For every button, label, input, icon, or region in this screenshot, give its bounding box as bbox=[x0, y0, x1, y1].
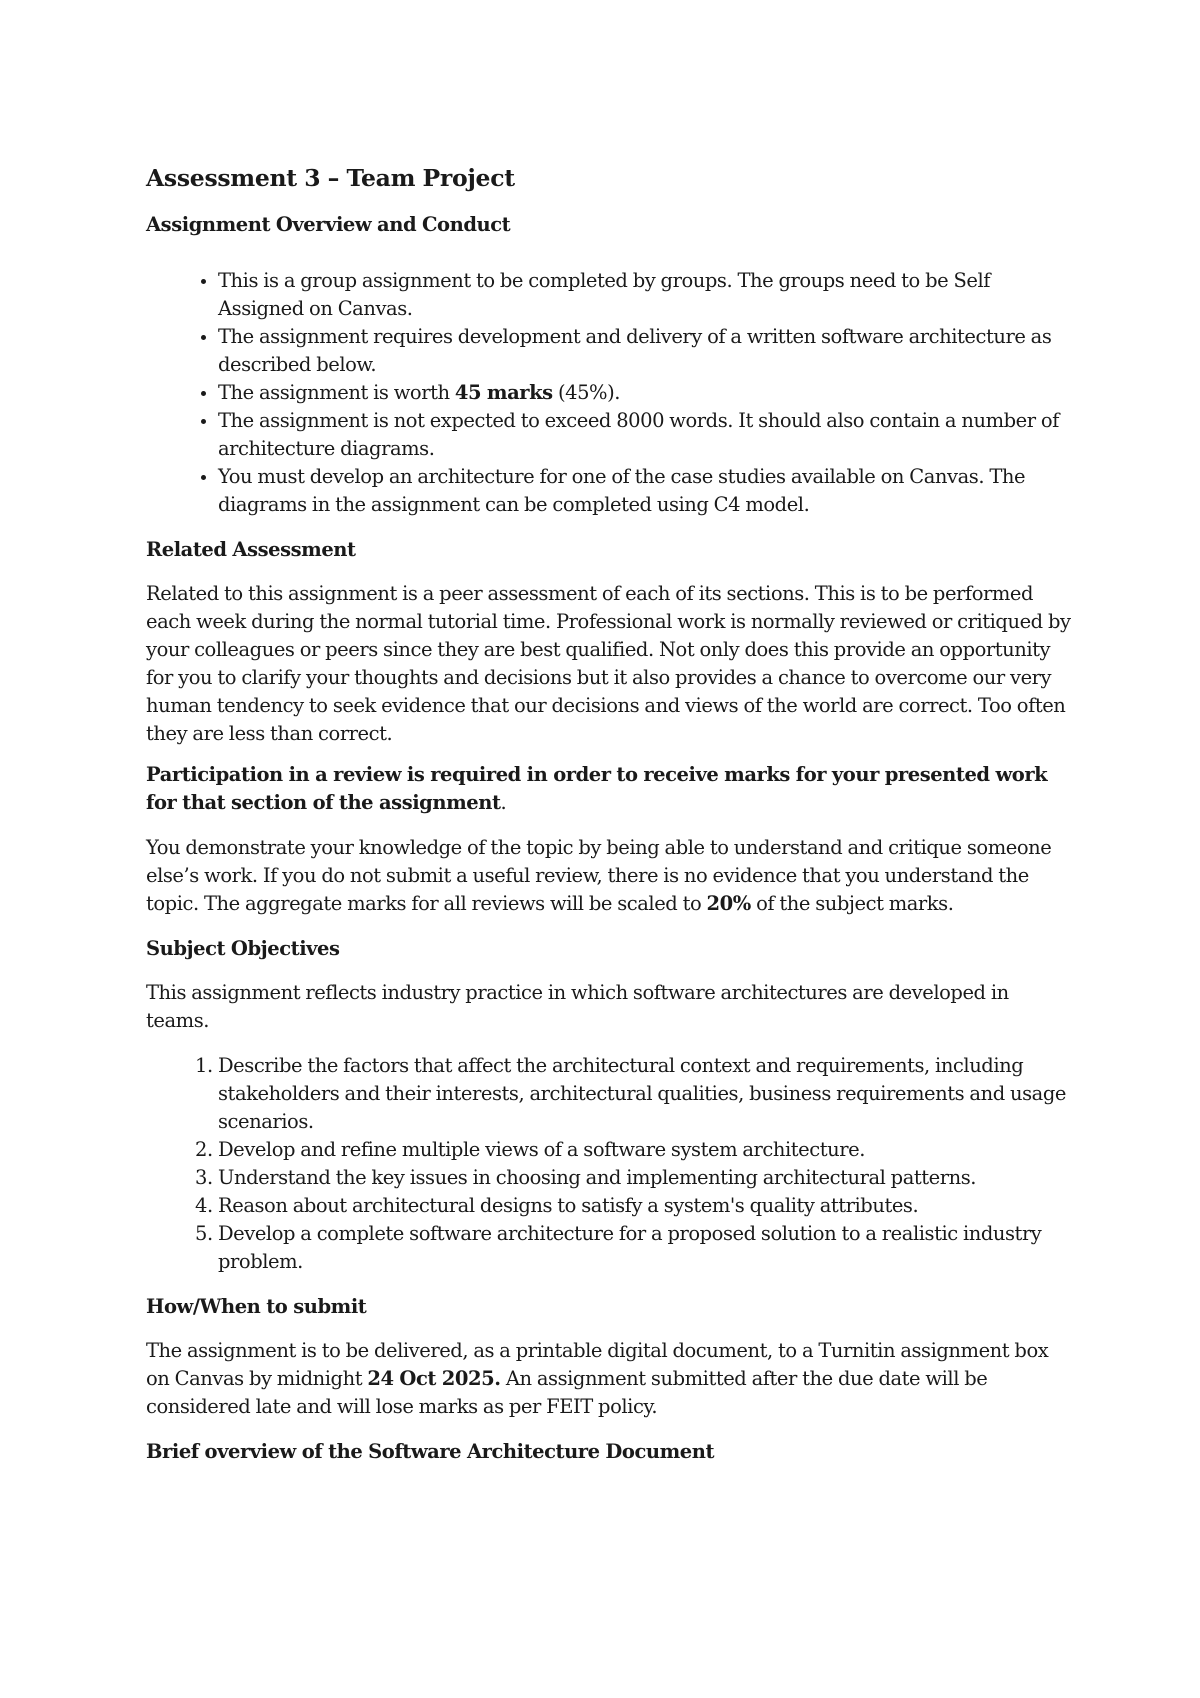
submit-text-before: The assignment is to be delivered, as a printable digital document, to a Turnitin assignment box on Canvas by midnight bbox=[146, 1339, 1049, 1390]
due-date: 24 Oct 2025. bbox=[367, 1367, 501, 1390]
list-item: 4. Reason about architectural designs to satisfy a system's quality attributes. bbox=[218, 1192, 1076, 1220]
marks-value: 45 marks bbox=[454, 381, 553, 404]
related-heading: Related Assessment bbox=[146, 538, 356, 561]
list-item: • This is a group assignment to be completed by groups. The groups need to be Self Assigned on Canvas. bbox=[218, 267, 1076, 323]
participation-paragraph bbox=[146, 761, 1076, 817]
document-title: Assessment 3 – Team Project bbox=[146, 164, 515, 192]
list-item: 2. Develop and refine multiple views of a software system architecture. bbox=[218, 1136, 1076, 1164]
knowledge-text-before: You demonstrate your knowledge of the topic by being able to understand and critique someone else’s work. If you do not submit a useful review, there is no evidence that you understand the topic. The aggregate marks for all reviews will be scaled to bbox=[146, 836, 1052, 915]
participation-bold: Participation in a review is required in order to receive marks for your presented work for that section of the assignment bbox=[146, 763, 1048, 814]
knowledge-percent: 20% bbox=[706, 892, 751, 915]
related-paragraph: Related to this assignment is a peer assessment of each of its sections. This is to be performed each week during the normal tutorial time. Professional work is normally reviewed or critiqued by your colleagues or peers since they are best qualified. Not only does this provide an opportunity for you to clarify your thoughts and decisions but it also provides a chance to overcome our very human tendency to seek evidence that our decisions and views of the world are correct. Too often they are less than correct. bbox=[146, 582, 1071, 745]
list-item: 3. Understand the key issues in choosing and implementing architectural patterns. bbox=[218, 1164, 1076, 1192]
overview-list bbox=[146, 267, 1076, 519]
list-item: • The assignment requires development and delivery of a written software architecture as described below. bbox=[218, 323, 1076, 379]
submit-heading: How/When to submit bbox=[146, 1295, 367, 1318]
list-item: • You must develop an architecture for one of the case studies available on Canvas. The diagrams in the assignment can be completed using C4 model. bbox=[218, 463, 1076, 519]
submit-paragraph bbox=[146, 1337, 1076, 1421]
submit-text-after: An assignment submitted after the due date will be considered late and will lose marks as per FEIT policy. bbox=[146, 1367, 988, 1418]
objectives-heading: Subject Objectives bbox=[146, 937, 340, 960]
objectives-intro: This assignment reflects industry practice in which software architectures are developed in teams. bbox=[146, 981, 1009, 1032]
brief-heading: Brief overview of the Software Architecture Document bbox=[146, 1440, 715, 1463]
list-item: 5. Develop a complete software architecture for a proposed solution to a realistic industry problem. bbox=[218, 1220, 1076, 1276]
participation-end: . bbox=[500, 791, 507, 814]
list-item: • The assignment is not expected to exceed 8000 words. It should also contain a number of architecture diagrams. bbox=[218, 407, 1076, 463]
knowledge-paragraph bbox=[146, 834, 1076, 918]
marks-text-before: The assignment is worth bbox=[218, 381, 455, 404]
document-page bbox=[146, 163, 1076, 1482]
overview-heading: Assignment Overview and Conduct bbox=[146, 213, 511, 236]
list-item bbox=[218, 379, 1076, 407]
marks-text-after: (45%). bbox=[552, 381, 621, 404]
objectives-list bbox=[146, 1052, 1076, 1276]
knowledge-text-after: of the subject marks. bbox=[750, 892, 954, 915]
list-item: 1. Describe the factors that affect the architectural context and requirements, including stakeholders and their interests, architectural qualities, business requirements and usage scenarios. bbox=[218, 1052, 1076, 1136]
